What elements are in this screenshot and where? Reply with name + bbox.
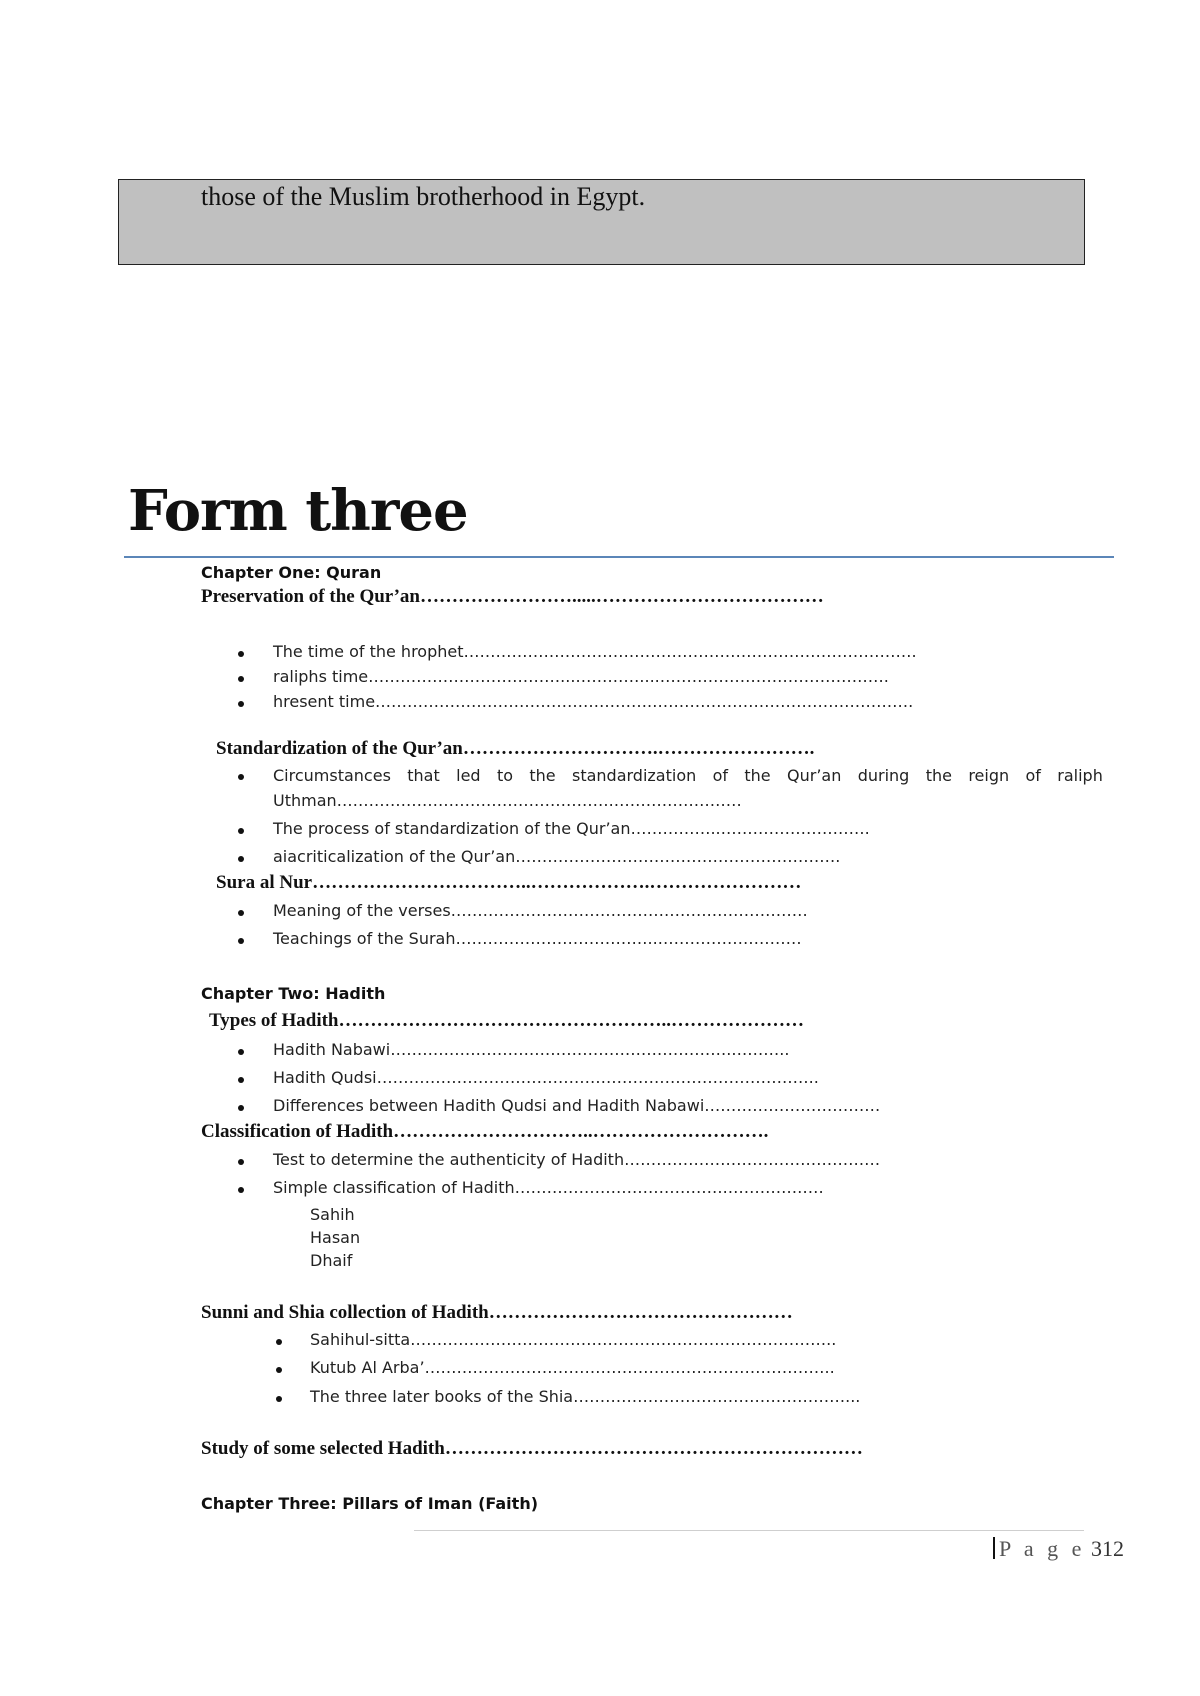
footer-divider: [414, 1530, 1084, 1531]
bullet-icon: [276, 1367, 282, 1373]
grade-item: Sahih: [310, 1205, 355, 1224]
list-item: The three later books of the Shia……………………………………………...: [310, 1387, 861, 1406]
list-item: Teachings of the Surah………………………………..………………………: [273, 929, 802, 948]
grade-item: Hasan: [310, 1228, 361, 1247]
list-item: The process of standardization of the Qur’an……………..……………………….: [273, 819, 870, 838]
list-item-continuation: Uthman…………………………………………….……………………: [273, 791, 742, 810]
bullet-icon: [238, 1049, 244, 1055]
bullet-icon: [238, 676, 244, 682]
continued-text-box: [118, 179, 1085, 265]
bullet-icon: [238, 1077, 244, 1083]
page-number: 312: [1090, 1536, 1124, 1561]
list-item: aiacriticalization of the Qur’an…………………………………………………….: [273, 847, 841, 866]
page-label: P a g e: [999, 1536, 1086, 1561]
bullet-icon: [238, 774, 244, 780]
bullet-icon: [238, 1159, 244, 1165]
chapter-two-title: Chapter Two: Hadith: [201, 984, 386, 1003]
list-item: raliphs time………………………………...…………....…………………………………….: [273, 667, 889, 686]
list-item: Meaning of the verses………………………………………….………………: [273, 901, 808, 920]
list-item: Hadith Qudsi………………………………………………………………………..: [273, 1068, 819, 1087]
page-heading: Form three: [128, 478, 468, 544]
list-item: Simple classification of Hadith………………………………….………………: [273, 1178, 824, 1197]
list-item: Test to determine the authenticity of Hadith…………………………………………: [273, 1150, 881, 1169]
chapter-one-title: Chapter One: Quran: [201, 563, 382, 582]
list-item: Kutub Al Arba’…………………………………………………………………..: [310, 1358, 835, 1377]
bullet-icon: [238, 701, 244, 707]
bullet-icon: [238, 856, 244, 862]
bullet-icon: [238, 1105, 244, 1111]
chapter-three-title: Chapter Three: Pillars of Iman (Faith): [201, 1494, 539, 1513]
continued-text: those of the Muslim brotherhood in Egypt.: [201, 182, 646, 211]
study-heading: Study of some selected Hadith…………………………………………………………: [201, 1438, 863, 1459]
types-heading: Types of Hadith……………………………………………..…………………: [209, 1010, 805, 1031]
page-footer: [993, 1536, 1124, 1562]
classification-heading: Classification of Hadith…………………………..……………………….: [201, 1121, 769, 1142]
footer-separator: [993, 1537, 995, 1559]
bullet-icon: [238, 1187, 244, 1193]
sura-heading: Sura al Nur……………………………..……………….……………………: [216, 872, 802, 893]
list-item: Differences between Hadith Qudsi and Hadith Nabawi……………………………: [273, 1096, 881, 1115]
bullet-icon: [238, 651, 244, 657]
collections-heading: Sunni and Shia collection of Hadith…………………………………………: [201, 1302, 793, 1323]
bullet-icon: [238, 828, 244, 834]
preservation-heading: Preservation of the Qur’an…………………….....………………………………: [201, 586, 824, 607]
list-item: The time of the hrophet………………………………………………………………………….: [273, 642, 917, 661]
bullet-icon: [276, 1339, 282, 1345]
heading-underline: [124, 556, 1114, 558]
standardization-heading: Standardization of the Qur’an………………………….…………………….: [216, 738, 815, 759]
bullet-icon: [276, 1396, 282, 1402]
list-item: hresent time…………………………………………….………………………………………….: [273, 692, 914, 711]
grade-item: Dhaif: [310, 1251, 353, 1270]
bullet-icon: [238, 938, 244, 944]
list-item: Hadith Nabawi……………………………………………………….………..: [273, 1040, 790, 1059]
bullet-icon: [238, 910, 244, 916]
list-item-justified: Circumstances that led to the standardization of the Qur’an during the reign of raliph: [273, 766, 1103, 785]
list-item: Sahihul-sitta……………………………………………………………………..: [310, 1330, 837, 1349]
